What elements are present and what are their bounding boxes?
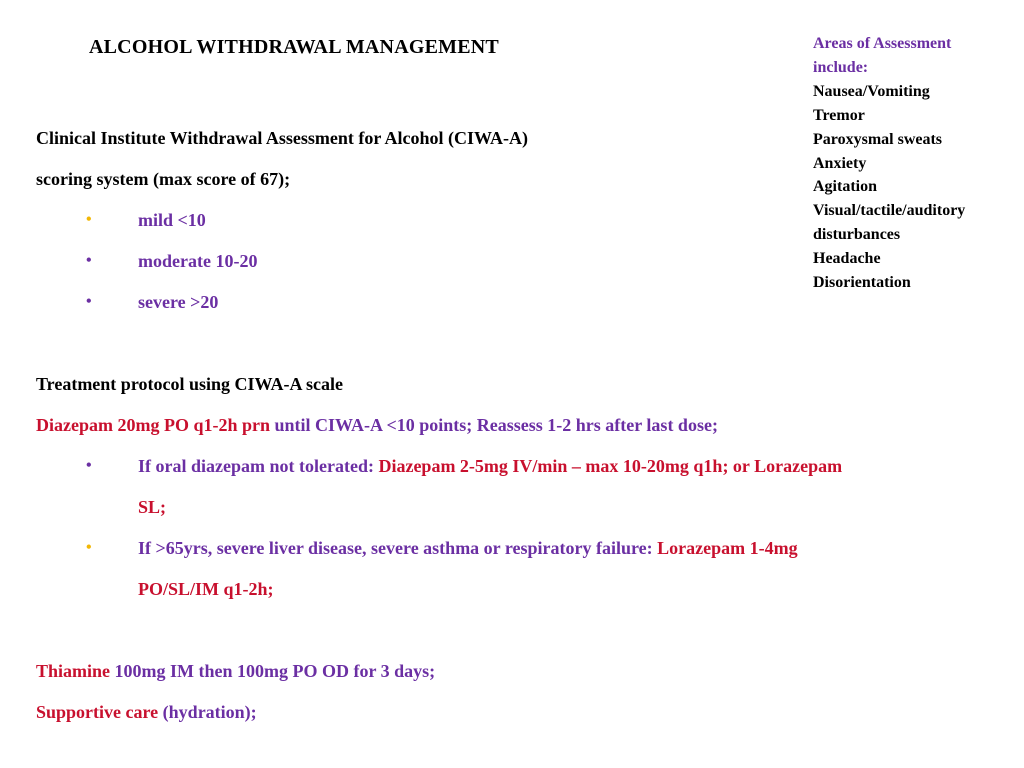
ciwa-description-line2: scoring system (max score of 67); bbox=[36, 169, 291, 189]
elderly-action: Lorazepam 1-4mg bbox=[657, 538, 798, 558]
diazepam-line bbox=[36, 414, 718, 436]
bullet-severe: • bbox=[86, 293, 92, 310]
assessment-item: disturbances bbox=[813, 226, 901, 244]
bullet-mild: • bbox=[86, 211, 92, 228]
assessment-heading-line1: Areas of Assessment bbox=[813, 35, 952, 52]
oral-not-tolerated-line1 bbox=[138, 455, 842, 477]
assessment-item: Agitation bbox=[813, 178, 877, 196]
assessment-item: Anxiety bbox=[813, 154, 867, 172]
assessment-panel bbox=[813, 32, 1018, 295]
elderly-line1 bbox=[138, 537, 798, 559]
score-level-mild: mild <10 bbox=[138, 210, 206, 230]
thiamine-line bbox=[36, 660, 435, 682]
assessment-item: Visual/tactile/auditory bbox=[813, 202, 966, 220]
assessment-item: Paroxysmal sweats bbox=[813, 130, 943, 148]
elderly-line2: PO/SL/IM q1-2h; bbox=[138, 579, 274, 599]
assessment-item: Nausea/Vomiting bbox=[813, 82, 930, 100]
elderly-condition: If >65yrs, severe liver disease, severe asthma or respiratory failure: bbox=[138, 538, 658, 558]
score-level-severe: severe >20 bbox=[138, 292, 219, 312]
oral-not-tolerated-condition: If oral diazepam not tolerated: bbox=[138, 456, 379, 476]
score-level-moderate: moderate 10-20 bbox=[138, 251, 258, 271]
assessment-item: Disorientation bbox=[813, 274, 911, 292]
treatment-heading: Treatment protocol using CIWA-A scale bbox=[36, 374, 343, 394]
oral-not-tolerated-line2: SL; bbox=[138, 497, 167, 517]
thiamine-drug: Thiamine bbox=[36, 661, 111, 681]
diazepam-dose: Diazepam 20mg PO q1-2h prn bbox=[36, 415, 270, 435]
bullet-oral-not-tolerated: • bbox=[86, 457, 92, 474]
supportive-care-detail: (hydration); bbox=[158, 702, 257, 722]
assessment-item: Headache bbox=[813, 250, 881, 268]
thiamine-dose: 100mg IM then 100mg PO OD for 3 days; bbox=[110, 661, 436, 681]
diazepam-instructions: until CIWA-A <10 points; Reassess 1-2 hrs after last dose; bbox=[270, 415, 718, 435]
supportive-care-label: Supportive care bbox=[36, 702, 159, 722]
bullet-moderate: • bbox=[86, 252, 92, 269]
ciwa-description-line1: Clinical Institute Withdrawal Assessment for Alcohol (CIWA-A) bbox=[36, 128, 529, 148]
assessment-item: Tremor bbox=[813, 106, 865, 124]
assessment-heading-line2: include: bbox=[813, 58, 869, 76]
supportive-care-line bbox=[36, 701, 257, 723]
bullet-elderly: • bbox=[86, 539, 92, 556]
slide-title: ALCOHOL WITHDRAWAL MANAGEMENT bbox=[89, 36, 499, 58]
oral-not-tolerated-action: Diazepam 2-5mg IV/min – max 10-20mg q1h; or Lorazepam bbox=[378, 456, 843, 476]
